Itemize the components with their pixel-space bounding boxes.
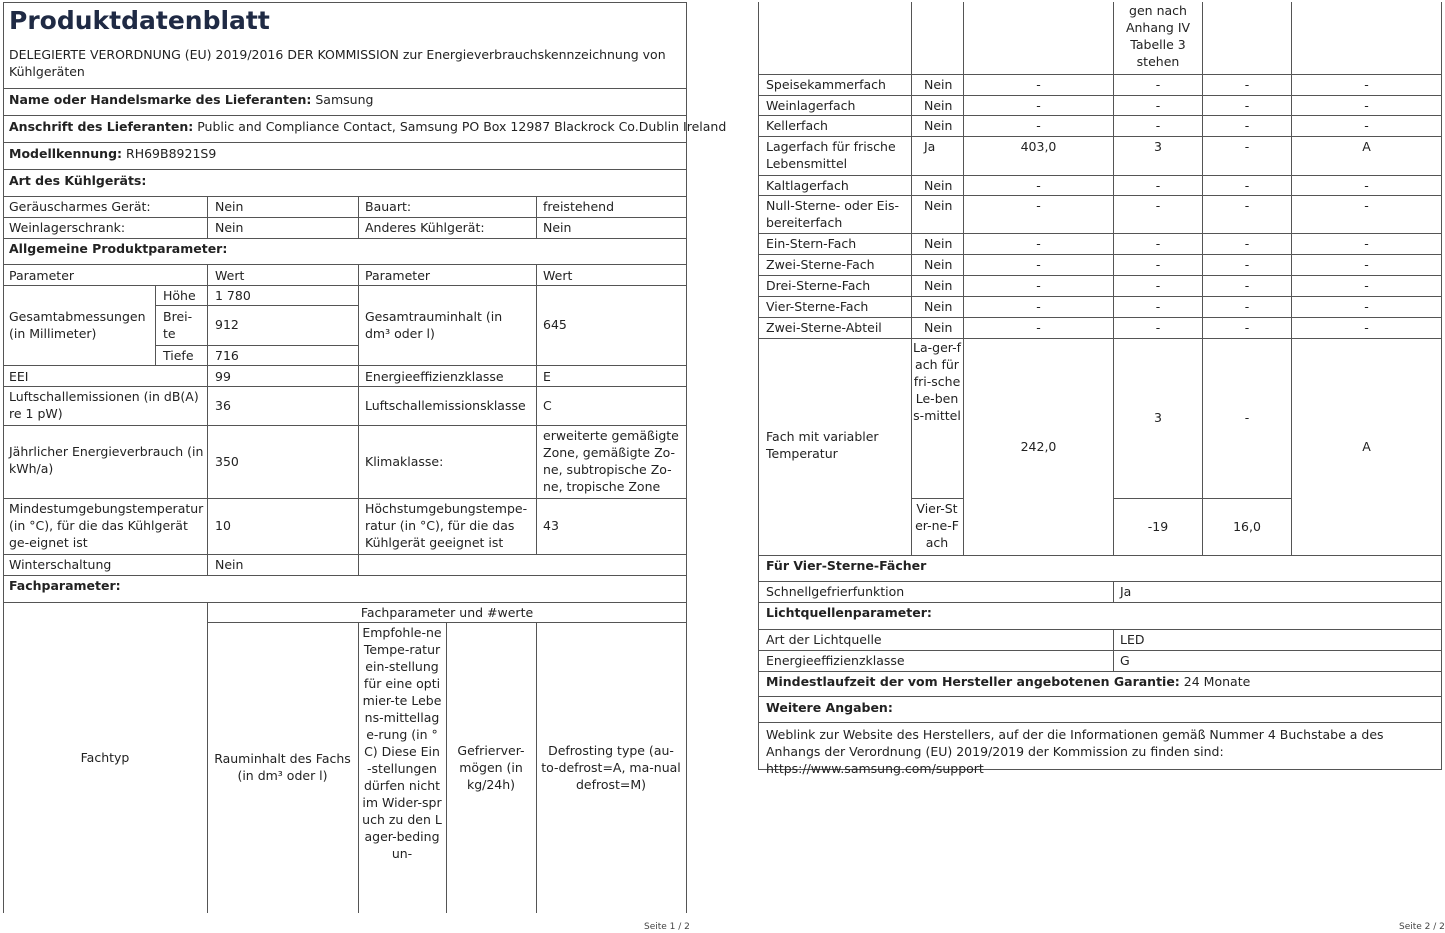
row-name: Null-Sterne- oder Eis-bereiterfach (766, 198, 900, 230)
row-vol: - (1036, 236, 1041, 251)
dim-width: 912 (215, 317, 239, 332)
row-flag: Nein (924, 118, 953, 133)
row-flag: Ja (924, 139, 936, 154)
supplier-address-label: Anschrift des Lieferanten: (9, 119, 194, 134)
row-vol: - (1036, 278, 1041, 293)
col-temp: Empfohle-ne Tempe-raturein-stellung für eine optimier-te Lebens-mittellage-rung (in °C) Diese Ein-stellungen dürfen nicht im Wider-spruch zu den Lager-bedingun- (362, 625, 442, 861)
annual-energy-value: 350 (215, 454, 239, 469)
max-temp-value: 43 (543, 518, 559, 533)
other-appliance-label: Anderes Kühlgerät: (365, 220, 485, 235)
col-param-2: Parameter (365, 268, 431, 283)
variable-temp-four-star: -19 (1147, 519, 1169, 534)
row-flag: Nein (924, 178, 953, 193)
weblink-text: Weblink zur Website des Herstellers, auf der die Informationen gemäß Nummer 4 Buchstabe a des Anhangs der Verordnung (EU) 2019/2019 der Kommission zu finden sind: https://www.samsung.com/support (766, 727, 1384, 776)
variable-temp-fresh: 3 (1154, 410, 1162, 425)
row-vol: - (1036, 299, 1041, 314)
document-title: Produktdatenblatt (9, 6, 270, 35)
light-params-label: Lichtquellenparameter: (766, 605, 932, 620)
dim-height: 1 780 (215, 288, 251, 303)
winter-label: Winterschaltung (9, 557, 112, 572)
row-flag: Nein (924, 257, 953, 272)
low-noise-label: Geräuscharmes Gerät: (9, 199, 151, 214)
row-defrost: - (1364, 257, 1369, 272)
model-label: Modellkennung: (9, 146, 123, 161)
dim-depth-label: Tiefe (163, 348, 194, 363)
dim-width-label: Brei-te (163, 309, 193, 341)
wine-cabinet-label: Weinlagerschrank: (9, 220, 126, 235)
light-class-label: Energieeffizienzklasse (766, 653, 905, 668)
quick-freeze-label: Schnellgefrierfunktion (766, 584, 905, 599)
energy-class-label: Energieeffizienzklasse (365, 369, 504, 384)
row-freeze: - (1244, 118, 1250, 133)
variable-sub-four-star: Vier-Ster-ne-Fach (915, 501, 959, 550)
design-value: freistehend (543, 199, 615, 214)
row-defrost: A (1362, 139, 1371, 154)
row-name: Zwei-Sterne-Abteil (766, 320, 882, 335)
four-star-label: Für Vier-Sterne-Fächer (766, 558, 927, 573)
col-fachtyp: Fachtyp (80, 750, 130, 765)
variable-sub-fresh: La-ger-fach für fri-sche Le-bens-mittel (913, 340, 962, 423)
row-vol: - (1036, 178, 1041, 193)
variable-freeze-fresh: - (1244, 410, 1250, 425)
general-params-label: Allgemeine Produktparameter: (9, 241, 228, 256)
appliance-type-label: Art des Kühlgeräts: (9, 173, 147, 188)
row-name: Zwei-Sterne-Fach (766, 257, 875, 272)
row-vol: 403,0 (1020, 139, 1057, 154)
row-vol: - (1036, 257, 1041, 272)
row-defrost: - (1364, 278, 1369, 293)
row-freeze: - (1244, 198, 1250, 213)
compartment-header: Fachparameter und #werte (360, 605, 534, 620)
row-defrost: - (1364, 178, 1369, 193)
row-flag: Nein (924, 98, 953, 113)
noise-class-label: Luftschallemissionsklasse (365, 398, 526, 413)
row-defrost: - (1364, 98, 1369, 113)
row-freeze: - (1244, 278, 1250, 293)
total-volume-label: Gesamtrauminhalt (in dm³ oder l) (365, 309, 503, 341)
row-flag: Nein (924, 198, 953, 213)
row-defrost: - (1364, 299, 1369, 314)
row-vol: - (1036, 320, 1041, 335)
eei-label: EEI (9, 369, 29, 384)
row-name: Kellerfach (766, 118, 828, 133)
row-temp: - (1155, 198, 1161, 213)
dim-height-label: Höhe (163, 288, 196, 303)
warranty-label: Mindestlaufzeit der vom Hersteller angebotenen Garantie: (766, 674, 1180, 689)
col-param-1: Parameter (9, 268, 75, 283)
winter-value: Nein (215, 557, 244, 572)
row-temp: - (1155, 178, 1161, 193)
row-name: Ein-Stern-Fach (766, 236, 857, 251)
row-name: Weinlagerfach (766, 98, 856, 113)
design-label: Bauart: (365, 199, 412, 214)
row-flag: Nein (924, 299, 953, 314)
row-temp: - (1155, 257, 1161, 272)
row-vol: - (1036, 77, 1041, 92)
compartment-params-label: Fachparameter: (9, 578, 121, 593)
energy-class-value: E (543, 369, 551, 384)
annual-energy-label: Jährlicher Energieverbrauch (in kWh/a) (9, 444, 204, 476)
row-freeze: - (1244, 299, 1250, 314)
model-id: RH69B8921S9 (126, 146, 217, 161)
supplier-address: Public and Compliance Contact, Samsung PO Box 12987 Blackrock Co.Dublin Ireland (197, 119, 727, 134)
row-defrost: - (1364, 77, 1369, 92)
variable-volume: 242,0 (1020, 439, 1057, 454)
dimensions-label: Gesamtabmessungen (in Millimeter) (9, 309, 146, 341)
more-info-label: Weitere Angaben: (766, 700, 893, 715)
eei-value: 99 (215, 369, 231, 384)
row-name: Drei-Sterne-Fach (766, 278, 871, 293)
row-temp: - (1155, 118, 1161, 133)
variable-freeze-four-star: 16,0 (1233, 519, 1261, 534)
page-2-footer: Seite 2 / 2 (1399, 922, 1445, 932)
climate-class-label: Klimaklasse: (365, 454, 444, 469)
supplier-name-label: Name oder Handelsmarke des Lieferanten: (9, 92, 312, 107)
row-freeze: - (1244, 98, 1250, 113)
row-temp: - (1155, 320, 1161, 335)
row-vol: - (1036, 98, 1041, 113)
light-class-value: G (1120, 653, 1130, 668)
supplier-name: Samsung (315, 92, 374, 107)
row-flag: Nein (924, 320, 953, 335)
row-temp: - (1155, 299, 1161, 314)
row-temp: - (1155, 236, 1161, 251)
min-temp-value: 10 (215, 518, 231, 533)
dim-depth: 716 (215, 348, 239, 363)
row-name: Lagerfach für frische Lebensmittel (766, 139, 896, 171)
row-defrost: - (1364, 198, 1369, 213)
page-1-footer: Seite 1 / 2 (644, 922, 690, 932)
col-value-2: Wert (543, 268, 573, 283)
light-type-label: Art der Lichtquelle (766, 632, 882, 647)
row-freeze: - (1244, 77, 1250, 92)
row-flag: Nein (924, 236, 953, 251)
variable-compartment-name: Fach mit variabler Temperatur (766, 429, 879, 461)
row-freeze: - (1244, 320, 1250, 335)
row-freeze: - (1244, 139, 1250, 154)
row-flag: Nein (924, 278, 953, 293)
wine-cabinet-value: Nein (215, 220, 244, 235)
row-name: Speisekammerfach (766, 77, 886, 92)
variable-defrost: A (1362, 439, 1371, 454)
warranty-value: 24 Monate (1183, 674, 1251, 689)
warranty-row (766, 673, 1250, 690)
noise-class-value: C (543, 398, 552, 413)
row-freeze: - (1244, 257, 1250, 272)
noise-label: Luftschallemissionen (in dB(A) re 1 pW) (9, 389, 199, 421)
min-temp-label: Mindestumgebungstemperatur (in °C), für die das Kühlgerät ge-eignet ist (9, 501, 204, 550)
row-name: Kaltlagerfach (766, 178, 849, 193)
row-temp: - (1155, 278, 1161, 293)
quick-freeze-value: Ja (1120, 584, 1132, 599)
col-defrost: Defrosting type (au-to-defrost=A, ma-nual defrost=M) (541, 743, 681, 792)
regulation-text: DELEGIERTE VERORDNUNG (EU) 2019/2016 DER KOMMISSION zur Energieverbrauchskennzeichnung von Kühlgeräten (9, 47, 666, 79)
row-freeze: - (1244, 178, 1250, 193)
row-flag: Nein (924, 77, 953, 92)
row-defrost: - (1364, 320, 1369, 335)
other-appliance-value: Nein (543, 220, 572, 235)
max-temp-label: Höchstumgebungstempe-ratur (in °C), für die das Kühlgerät geeignet ist (365, 501, 528, 550)
low-noise-value: Nein (215, 199, 244, 214)
row-name: Vier-Sterne-Fach (766, 299, 869, 314)
row-temp: 3 (1154, 139, 1162, 154)
row-defrost: - (1364, 118, 1369, 133)
col-value-1: Wert (215, 268, 245, 283)
noise-value: 36 (215, 398, 231, 413)
row-vol: - (1036, 198, 1041, 213)
row-defrost: - (1364, 236, 1369, 251)
row-temp: - (1155, 98, 1161, 113)
row-temp: - (1155, 77, 1161, 92)
climate-class-value: erweiterte gemäßigte Zone, gemäßigte Zo-ne, subtropische Zo-ne, tropische Zone (543, 428, 679, 494)
total-volume: 645 (543, 317, 567, 332)
header-continuation: gen nach Anhang IV Tabelle 3 stehen (1125, 3, 1191, 69)
row-vol: - (1036, 118, 1041, 133)
row-freeze: - (1244, 236, 1250, 251)
light-type-value: LED (1120, 632, 1145, 647)
col-freeze: Gefrierver-mögen (in kg/24h) (457, 743, 525, 792)
col-volume: Rauminhalt des Fachs (in dm³ oder l) (214, 751, 351, 783)
